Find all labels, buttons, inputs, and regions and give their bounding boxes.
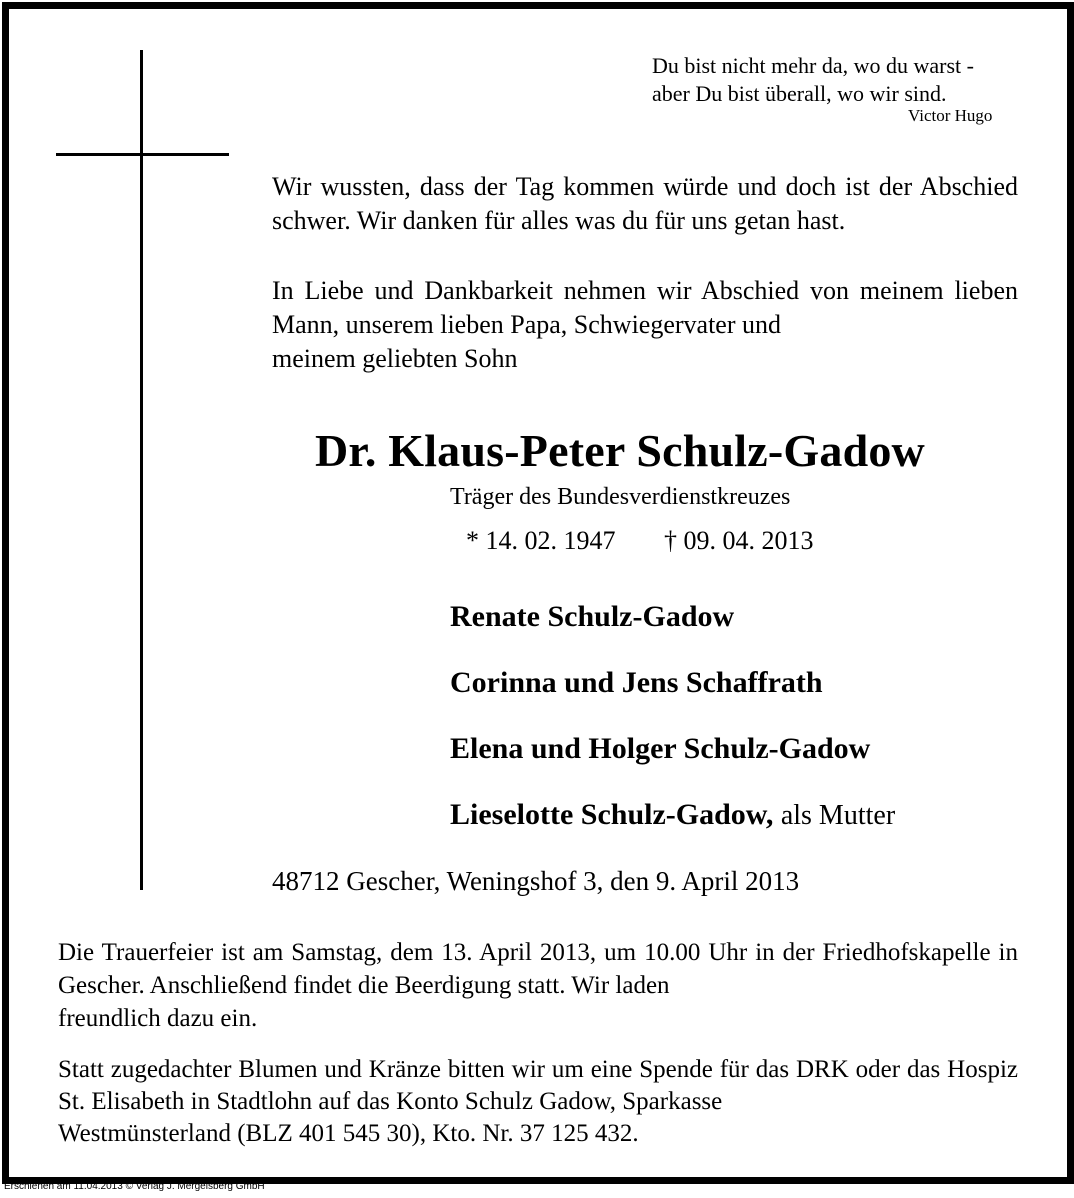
intro-paragraph-2-text: In Liebe und Dankbarkeit nehmen wir Abschied von meinem lieben Mann, unserem lieben Papa, Schwiegervater und (272, 276, 1018, 339)
funeral-info-text: Die Trauerfeier ist am Samstag, dem 13. April 2013, um 10.00 Uhr in der Friedhofskapelle in Gescher. Anschließend findet die Beerdigung statt. Wir laden (58, 939, 1018, 999)
donation-info (58, 1054, 1018, 1150)
quote-author: Victor Hugo (908, 106, 993, 125)
intro-paragraph-2 (272, 274, 1018, 376)
mourner-item (450, 732, 870, 766)
death-date: † 09. 04. 2013 (664, 526, 814, 555)
donation-info-last: Westmünsterland (BLZ 401 545 30), Kto. Nr. 37 125 432. (58, 1120, 639, 1147)
birth-date: * 14. 02. 1947 (466, 526, 616, 555)
cross-vertical-icon (140, 50, 143, 890)
quote-line-1: Du bist nicht mehr da, wo du warst - (652, 53, 974, 78)
intro-paragraph-1: Wir wussten, dass der Tag kommen würde und doch ist der Abschied schwer. Wir danken für alles was du für uns getan hast. (272, 172, 1018, 235)
mourner-name: Corinna und Jens Schaffrath (450, 666, 823, 699)
mourner-name: Lieselotte Schulz-Gadow, (450, 798, 774, 831)
funeral-info-last: freundlich dazu ein. (58, 1005, 258, 1032)
mourner-item (450, 600, 734, 634)
donation-info-text: Statt zugedachter Blumen und Kränze bitten wir um eine Spende für das DRK oder das Hospiz St. Elisabeth in Stadtlohn auf das Konto Schulz Gadow, Sparkasse (58, 1056, 1018, 1115)
quote-line-2: aber Du bist überall, wo wir sind. (652, 81, 947, 106)
intro-paragraph-2-last: meinem geliebten Sohn (272, 344, 518, 373)
publication-footer: Erschienen am 11.04.2013 © Verlag J. Mergelsberg GmbH (4, 1181, 265, 1192)
mourner-item (450, 666, 823, 700)
cross-horizontal-icon (56, 153, 229, 156)
address-line: 48712 Gescher, Weningshof 3, den 9. April 2013 (272, 866, 800, 896)
mourner-name: Renate Schulz-Gadow (450, 600, 735, 633)
deceased-honor: Träger des Bundesverdienstkreuzes (450, 484, 791, 510)
mourner-suffix: als Mutter (780, 800, 896, 831)
mourner-item (450, 798, 895, 832)
deceased-name: Dr. Klaus-Peter Schulz-Gadow (315, 425, 925, 476)
funeral-info (58, 936, 1018, 1035)
mourner-name: Elena und Holger Schulz-Gadow (450, 732, 871, 765)
quote-block (652, 52, 993, 125)
